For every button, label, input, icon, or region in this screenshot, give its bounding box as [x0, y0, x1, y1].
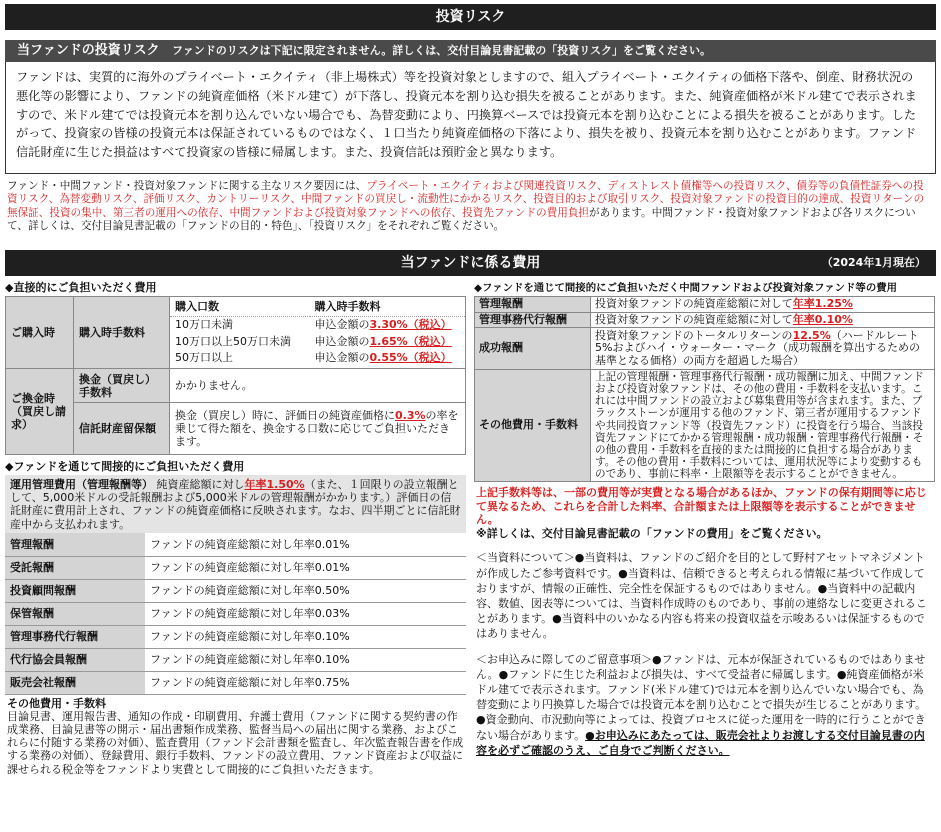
purchase-row-units: 10万口以上50万口未満: [170, 333, 310, 349]
fees-columns: [5, 280, 936, 776]
risk-section-header: [5, 40, 936, 62]
col-fee-header: 購入時手数料: [310, 297, 466, 317]
purchase-row-fee: 申込金額の3.30%（税込）: [310, 316, 466, 333]
risk-section-subtitle: ファンドのリスクは下記に限定されません。詳しくは、交付目論見書記載の「投資リスク」をご覧ください。: [172, 44, 712, 57]
purchase-row-units: 10万口未満: [170, 316, 310, 333]
direct-fees-table: [5, 296, 466, 455]
other-fees-heading: その他費用・手数料: [7, 696, 106, 710]
reserve-label: 信託財産留保額: [74, 403, 170, 455]
table-row: 販売会社報酬 ファンドの純資産総額に対し年率0.75%: [5, 671, 466, 694]
purchase-row-fee: 申込金額の0.55%（税込）: [310, 349, 466, 368]
table-row: 保管報酬 ファンドの純資産総額に対し年率0.03%: [5, 602, 466, 625]
intermediate-fee-table: [474, 296, 935, 482]
fees-title: 当ファンドに係る費用: [400, 255, 541, 271]
fees-right-column: [474, 280, 935, 776]
table-row: その他費用・手数料 上記の管理報酬・管理事務代行報酬・成功報酬に加え、中間ファンドおよび投資対象ファンドは、その他の費用・手数料を支払います。これには中間ファンドの設立および募集費用等が含まれます。また、ブラックストーンが運用する他のファンド、第三者が運用するファンドや共同投資ファンド等（投資先ファンド）に投資を行う場合、当該投資先ファンドにてかかる管理報酬・成功報酬・管理事務代行報酬・その他の費用・手数料を直接的または間接的に負担する場合があります。その他の費用・手数料については、運用状況等により変動するものであり、事前に料率・上限額等を表示することができません。: [475, 370, 935, 482]
table-row: 管理報酬 ファンドの純資産総額に対し年率0.01%: [5, 533, 466, 556]
fees-header: [5, 250, 936, 276]
page-title: 投資リスク: [5, 4, 936, 30]
fees-warning: 上記手数料等は、一部の費用等が実費となる場合があるほか、ファンドの保有期間等に応じて異なるため、これらを合計した料率、合計額または上限額等を表示することができません。 ※詳しくは、交付目論見書記載の「ファンドの費用」をご覧ください。: [474, 486, 935, 540]
table-row: 管理事務代行報酬 ファンドの純資産総額に対し年率0.10%: [5, 625, 466, 648]
fees-left-column: [5, 280, 466, 776]
purchase-row-fee: 申込金額の1.65%（税込）: [310, 333, 466, 349]
table-row: 代行協会員報酬 ファンドの純資産総額に対し年率0.10%: [5, 648, 466, 671]
mgmt-fee-box: 運用管理費用（管理報酬等） 純資産総額に対し年率1.50%（また、１回限りの設立報酬として、5,000米ドルの受託報酬および5,000米ドルの管理報酬がかかります。）評価日の信託財産に費用計上され、ファンドの純資産価格に反映されます。なお、四半期ごとに信託財産中から支払われます。: [5, 475, 466, 533]
purchase-label: ご購入時: [6, 297, 74, 369]
reserve-value: 換金（買戻し）時に、評価日の純資産価格に0.3%の率を乗じて得た額を、換金する口数に応じてご負担いただきます。: [170, 403, 466, 455]
fees-date: （2024年1月現在）: [821, 256, 926, 269]
redeem-fee-value: かかりません。: [170, 369, 466, 403]
risk-body: ファンドは、実質的に海外のプライベート・エクイティ（非上場株式）等を投資対象としますので、組入プライベート・エクイティの価格下落や、倒産、財務状況の悪化等の影響により、ファンドの純資産価格（米ドル建て）が下落し、投資元本を割り込む損失を被ることがあります。また、純資産価格が米ドル建てで表示されますので、米ドル建てでは投資元本を割り込んでいない場合でも、為替変動により、円換算ベースでは投資元本を割り込むことによる損失を被ることがあります。したがって、投資家の皆様の投資元本は保証されているものではなく、１口当たり純資産価格の下落により、損失を被り、投資元本を割り込むことがあります。ファンド信託財産に生じた損益はすべて投資家の皆様に帰属します。また、投資信託は預貯金と異なります。: [5, 62, 936, 174]
indirect-fee-table: [5, 533, 466, 695]
table-row: 投資顧問報酬 ファンドの純資産総額に対し年率0.50%: [5, 579, 466, 602]
disclaimer-apply: ＜お申込みに際してのご留意事項＞●ファンドは、元本が保証されているものではありません。●ファンドに生じた利益および損失は、すべて受益者に帰属します。●純資産価格が米ドル建てで表示されます。ファンド(米ドル建て)では元本を割り込んでいない場合でも、為替変動により円換算した場合では投資元本を割り込むことで損失が生じることがあります。●資金動向、市況動向等によっては、投資プロセスに従った運用を一時的に行うことができない場合があります。●お申込みにあたっては、販売会社よりお渡しする交付目論見書の内容を必ずご確認のうえ、ご自身でご判断ください。: [476, 652, 927, 757]
col-units-header: 購入口数: [170, 297, 310, 317]
other-fees-body: 目論見書、運用報告書、通知の作成・印刷費用、弁護士費用（ファンドに関する契約書の作成業務、目論見書等の開示・届出書類作成業務、監督当局への届出に関する業務、およびこれらに付随する業務の対価）、監査費用（ファンド会計書類を監査し、年次監査報告書を作成する業務の対価）、登録費用、銀行手数料、ファンドの設立費用、ファンド資産および収益に課せられる税金等をファンドより実費として間接的にご負担いただきます。: [7, 709, 464, 776]
intermediate-fees-heading: ◆ファンドを通じて間接的にご負担いただく中間ファンドおよび投資対象ファンド等の費用: [474, 282, 897, 294]
risk-factors: ファンド・中間ファンド・投資対象ファンドに関する主なリスク要因には、プライベート・エクイティおよび関連投資リスク、ディストレスト債権等への投資リスク、債券等の負債性証券への投資リスク、為替変動リスク、評価リスク、カントリーリスク、中間ファンドの買戻し・流動性にかかるリスク、投資目的および取引リスク、投資対象ファンドの投資目的の達成、投資リターンの無保証、投資の集中、第三者の運用への依存、中間ファンドおよび投資対象ファンドへの依存、投資先ファンドの費用負担があります。中間ファンド・投資対象ファンドおよび各リスクについて、詳しくは、交付目論見書記載の「ファンドの目的・特色」、「投資リスク」をそれぞれご覧ください。: [7, 180, 925, 233]
risk-section-title: 当ファンドの投資リスク: [17, 43, 160, 58]
table-row: 成功報酬 投資対象ファンドのトータルリターンの12.5%（ハードルレート5%およびハイ・ウォーター・マーク（成功報酬を算出するための基準となる価格）の両方を超過した場合）: [475, 328, 935, 370]
table-row: 受託報酬 ファンドの純資産総額に対し年率0.01%: [5, 556, 466, 579]
indirect-fees-heading: ◆ファンドを通じて間接的にご負担いただく費用: [5, 460, 245, 473]
table-row: 管理事務代行報酬 投資対象ファンドの純資産総額に対して年率0.10%: [475, 312, 935, 328]
fees-warning-note: ※詳しくは、交付目論見書記載の「ファンドの費用」をご覧ください。: [476, 526, 828, 540]
purchase-fee-label: 購入時手数料: [74, 297, 170, 369]
redeem-label: ご換金時（買戻し請求）: [6, 369, 74, 455]
direct-fees-heading: ◆直接的にご負担いただく費用: [5, 281, 157, 294]
table-row: 管理報酬 投資対象ファンドの純資産総額に対して年率1.25%: [475, 297, 935, 313]
risk-factor-list: プライベート・エクイティおよび関連投資リスク、ディストレスト債権等への投資リスク、債券等の負債性証券への投資リスク、為替変動リスク、評価リスク、カントリーリスク、中間ファンドの買戻し・流動性にかかるリスク、投資目的および取引リスク、投資対象ファンドの投資目的の達成、投資リターンの無保証、投資の集中、第三者の運用への依存、中間ファンドおよび投資対象ファンドへの依存、投資先ファンドの費用負担: [7, 180, 925, 219]
purchase-row-units: 50万口以上: [170, 349, 310, 368]
other-fees: [5, 697, 466, 776]
disclaimer-about: ＜当資料について＞●当資料は、ファンドのご紹介を目的として野村アセットマネジメントが作成したご参考資料です。●当資料は、信頼できると考えられる情報に基づいて作成しておりますが、情報の正確性、完全性を保証するものではありません。●当資料中の記載内容、数値、図表等については、当資料作成時のものであり、事前の連絡なしに変更されることがあります。●当資料中のいかなる内容も将来の投資収益を示唆あるいは保証するものではありません。: [476, 551, 927, 641]
redeem-fee-label: 換金（買戻し）手数料: [74, 369, 170, 403]
